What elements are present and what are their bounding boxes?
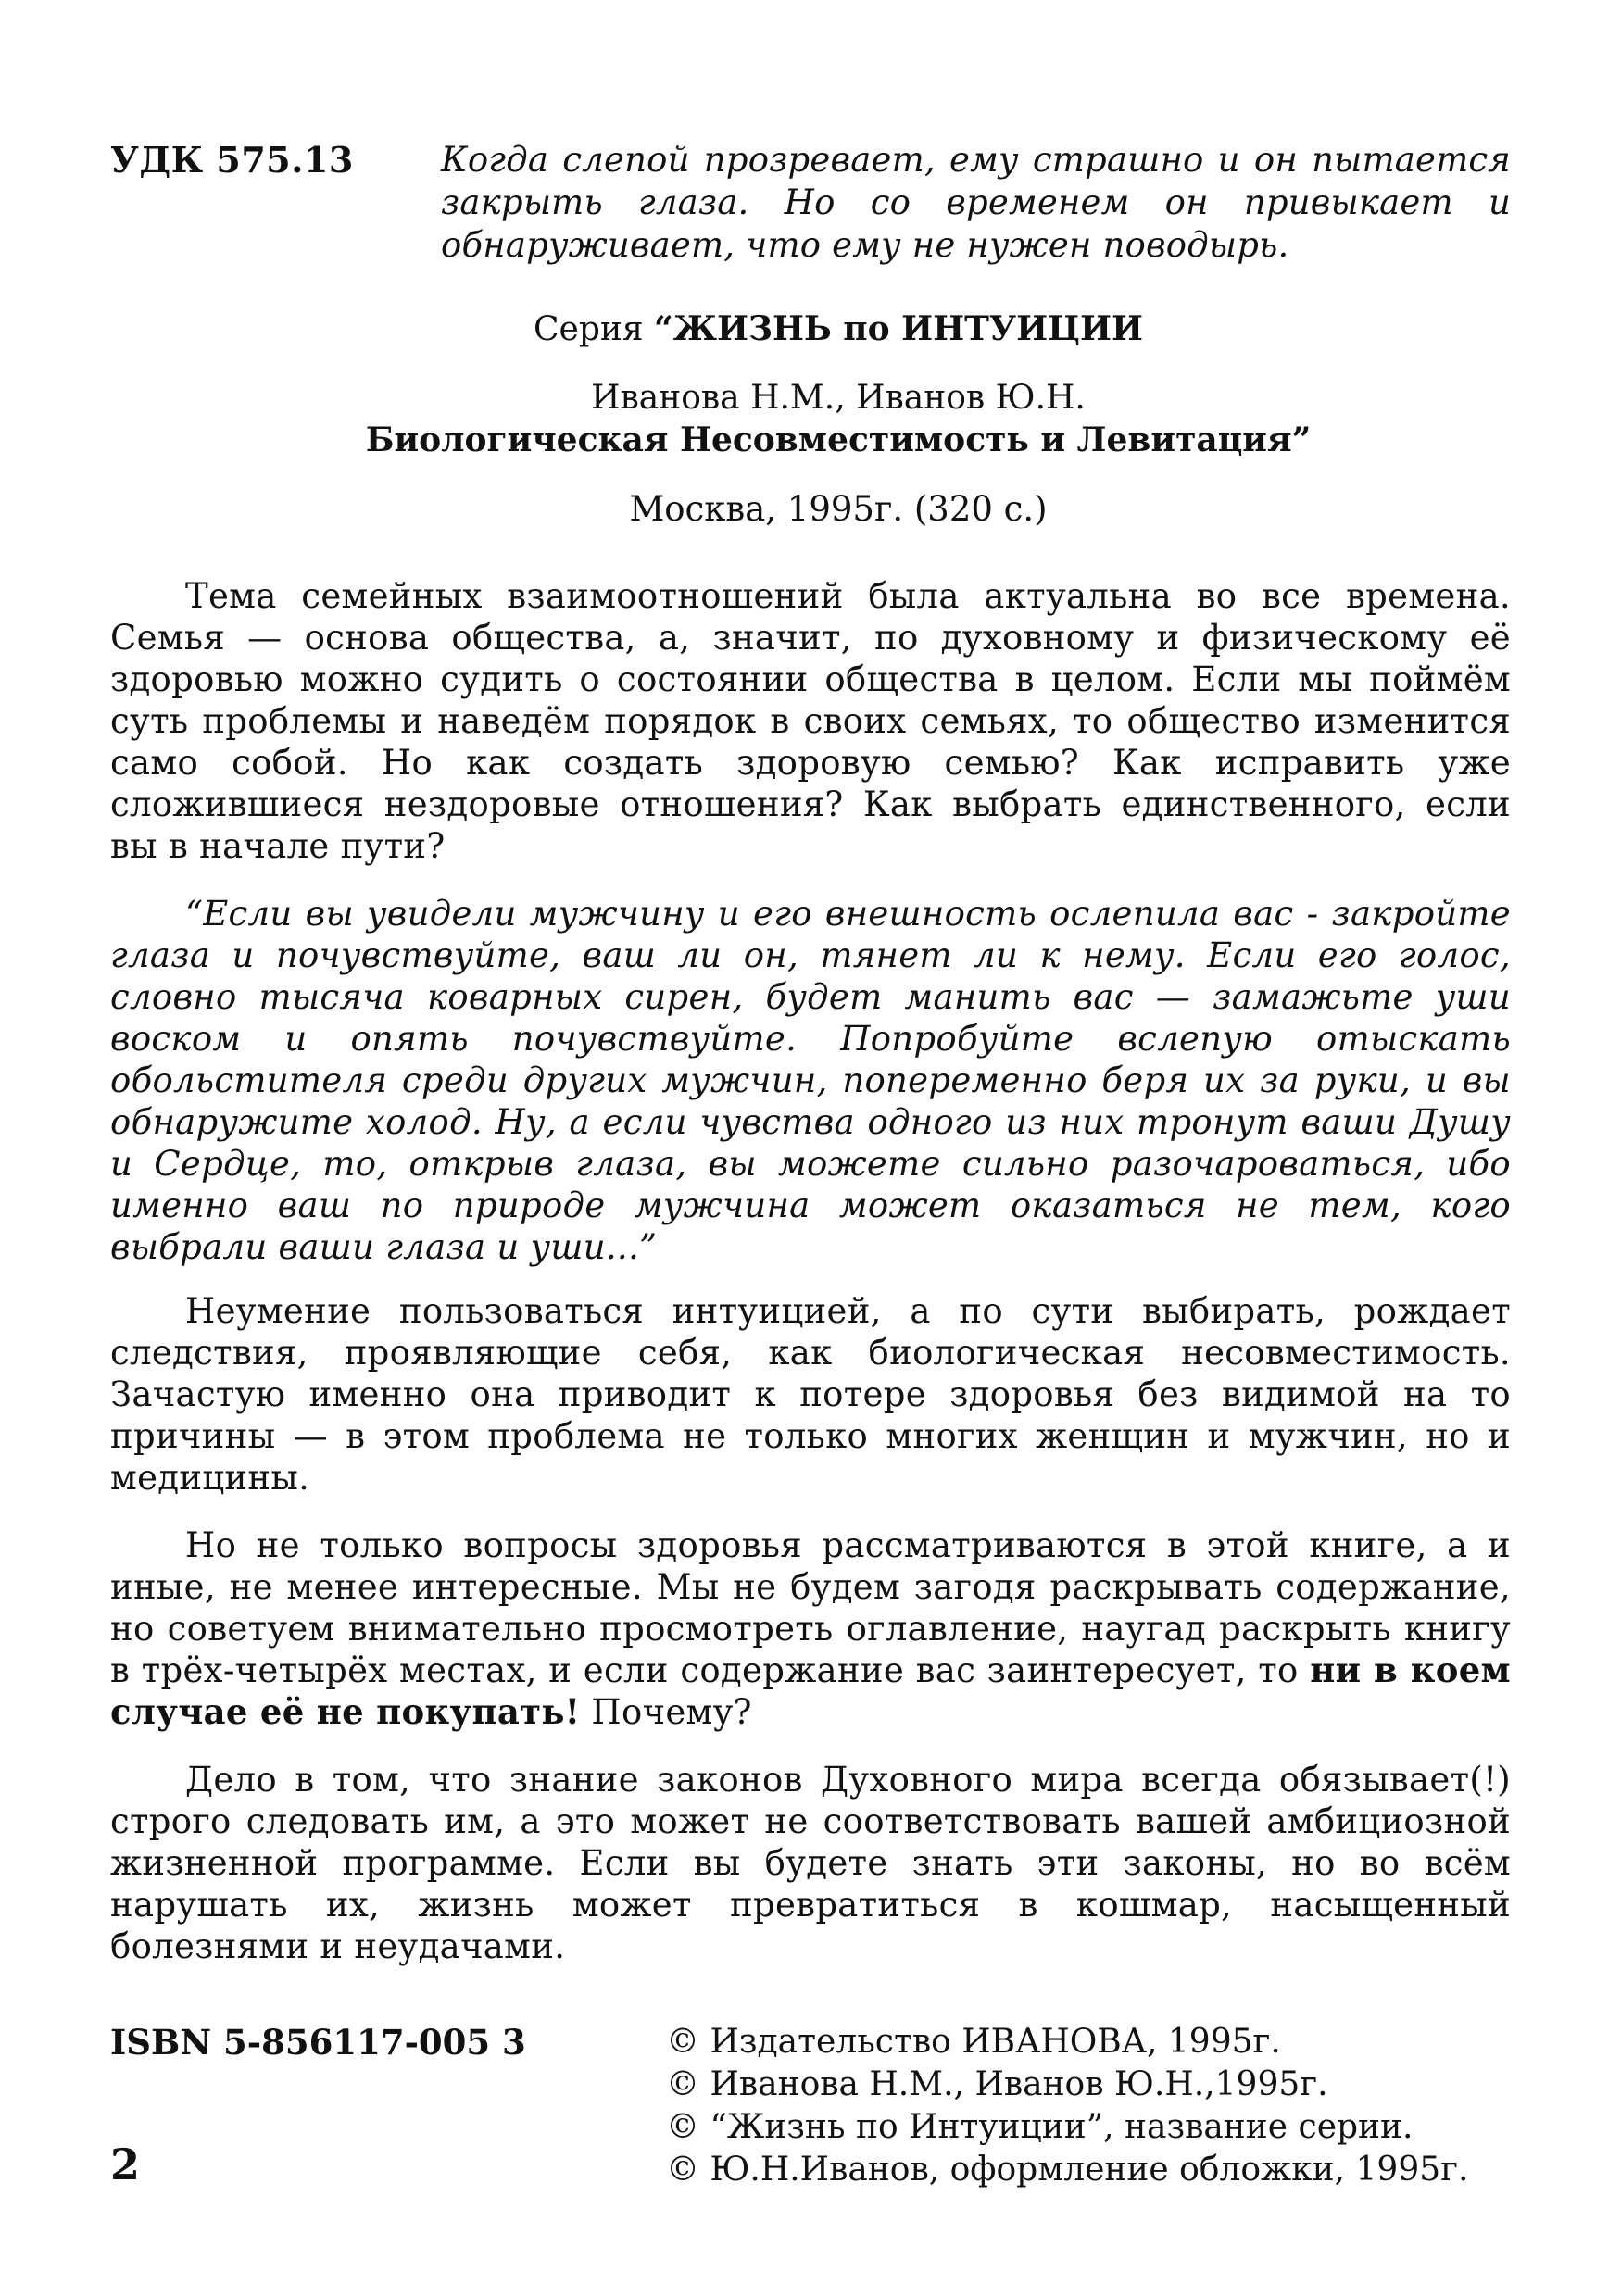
authors: Иванова Н.М., Иванов Ю.Н. bbox=[591, 379, 1086, 417]
copyright-line: © “Жизнь по Интуиции”, название серии. bbox=[666, 2108, 1414, 2146]
paragraph-3-bold: ни в коем случае её не покупать! bbox=[110, 1650, 1511, 1732]
paragraph-1: Тема семейных взаимоотношений была актуальна во все времена. Семья — основа общества, а, значит, по духовному и физическому её здоровью можно судить о состоянии общества в целом. Если мы поймём суть проблемы и наведём порядок в своих семьях, то общество изменится само собой. Но как создать здоровую семью? Как исправить уже сложившиеся нездоровые отношения? Как выбрать единственного, если вы в начале пути? bbox=[110, 576, 1511, 866]
copyright-line: © Ю.Н.Иванов, оформление обложки, 1995г. bbox=[666, 2151, 1469, 2189]
copyright-list bbox=[666, 2021, 1468, 2191]
imprint: Москва, 1995г. (320 с.) bbox=[629, 489, 1048, 529]
book-title: Биологическая Несовместимость и Левитация” bbox=[365, 420, 1312, 459]
series-name: “ЖИЗНЬ по ИНТУИЦИИ bbox=[654, 309, 1143, 348]
paragraph-3-end: Почему? bbox=[580, 1692, 752, 1732]
paragraph-2: Неумение пользоваться интуицией, а по сути выбирать, рождает следствия, проявляющие себя, как биологическая несовместимость. Зачастую именно она приводит к потере здоровья без видимой на то причины — в этом проблема не только многих женщин и мужчин, но и медицины. bbox=[110, 1291, 1511, 1498]
isbn: ISBN 5-856117-005 3 bbox=[110, 2022, 526, 2063]
series-prefix: Серия bbox=[534, 310, 655, 348]
quote-paragraph: “Если вы увидели мужчину и его внешность ослепила вас - закройте глаза и почувствуйте, ваш ли он, тянет ли к нему. Если его голос, словно тысяча коварных сирен, будет манить вас — замажьте уши воском и опять почувствуйте. Попробуйте вслепую отыскать обольстителя среди других мужчин, попеременно беря их за руки, и вы обнаружите холод. Ну, а если чувства одного из них тронут ваши Душу и Сердце, то, открыв глаза, вы можете сильно разочароваться, ибо именно ваш по природе мужчина может оказаться не тем, кого выбрали ваши глаза и уши...” bbox=[110, 894, 1511, 1267]
page-number: 2 bbox=[110, 2139, 141, 2189]
paragraph-3-start: Но не только вопросы здоровья рассматриваются в этой книге, а и иные, не менее интересные. Мы не будем загодя раскрывать содержание, но советуем внимательно просмотреть оглавление, наугад раскрыть книгу в трёх-четырёх местах, и если содержание вас заинтересует, то bbox=[110, 1525, 1511, 1690]
copyright-line: © Издательство ИВАНОВА, 1995г. bbox=[666, 2023, 1281, 2061]
udk-epigraph-row bbox=[110, 139, 1511, 267]
annotation-text bbox=[110, 575, 1511, 1967]
udk-code: УДК 575.13 bbox=[110, 139, 354, 181]
copyright-line: © Иванова Н.М., Иванов Ю.Н.,1995г. bbox=[666, 2065, 1328, 2103]
book-page bbox=[110, 139, 1511, 2269]
series-line bbox=[166, 307, 1511, 351]
isbn-copyright-row bbox=[110, 2021, 1511, 2191]
paragraph-3 bbox=[110, 1524, 1511, 1733]
paragraph-4: Дело в том, что знание законов Духовного мира всегда обязывает(!) строго следовать им, а это может не соответствовать вашей амбициозной жизненной программе. Если вы будете знать эти законы, но во всём нарушать их, жизнь может превратиться в кошмар, насыщенный болезнями и неудачами. bbox=[110, 1760, 1511, 1966]
epigraph: Когда слепой прозревает, ему страшно и он пытается закрыть глаза. Но со временем он привыкает и обнаруживает, что ему не нужен поводырь. bbox=[441, 140, 1511, 265]
